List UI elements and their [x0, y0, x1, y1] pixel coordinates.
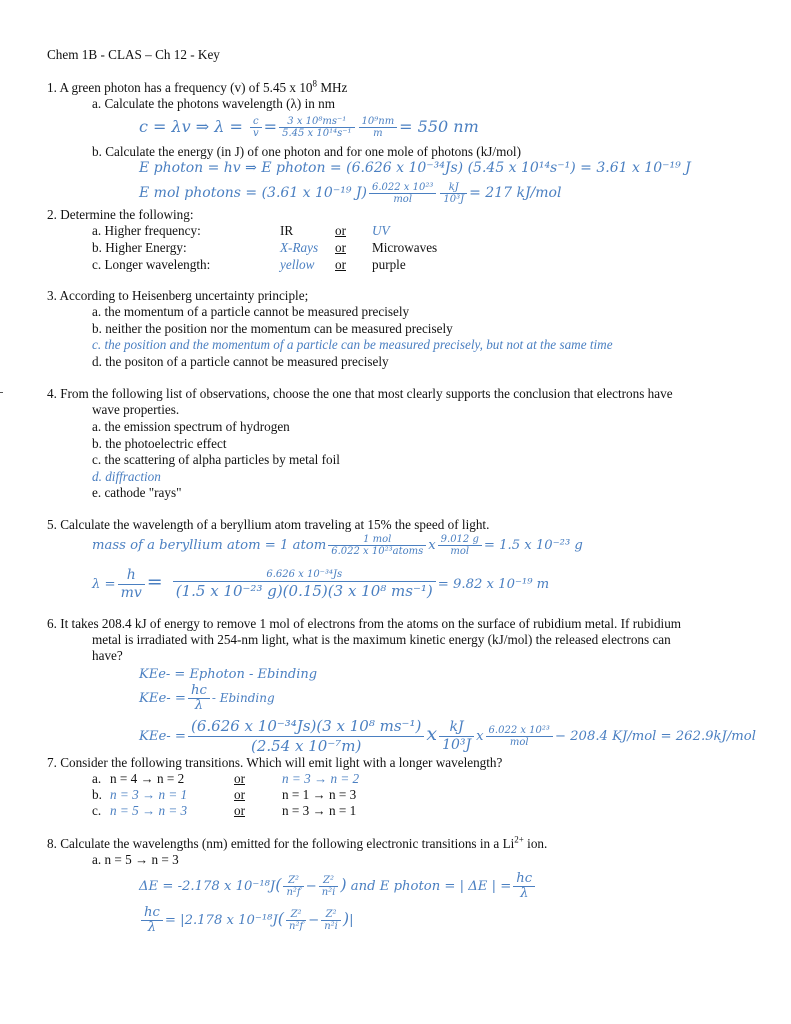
q6-equation-2: KEe- = $\frac{hc}{\lambda}$ - Ebinding: [139, 683, 275, 713]
q2-option-left: IR: [280, 223, 294, 238]
fraction: $\frac{\text{10⁹nm}}{m}$: [359, 116, 398, 139]
q2-or: or: [335, 240, 346, 255]
q6-equation-1: KEe- = Ephoton - Ebinding: [139, 667, 318, 682]
q8a-equation-1: ΔE = -2.178 x 10⁻¹⁸J( $\frac{\text{Z²}}{\text{n²f}}$ − $\frac{\text{Z²}}{\text{n²i}}$ ) and E photon = | ΔE | = $\frac{hc}{\lambda}$: [139, 868, 537, 904]
q2-option-right: purple: [372, 257, 406, 272]
fraction: $\frac{kJ}{\text{10³J}}$: [439, 719, 474, 754]
fraction: $\frac{h}{mv}$: [118, 567, 145, 602]
q7-option-right: n = 3 → n = 2: [282, 771, 360, 786]
fraction: $\frac{kJ}{\text{10³J}}$: [440, 182, 467, 205]
q2-row-label: c. Longer wavelength:: [92, 257, 211, 272]
q7-option-right: n = 3 → n = 1: [282, 803, 357, 818]
q3-option: b. neither the position nor the momentum can be measured precisely: [92, 320, 453, 336]
q4-option: b. the photoelectric effect: [92, 435, 227, 451]
fraction: $\frac{\text{6.626 x 10⁻³⁴Js}}{\text{(1.5 x 10⁻²³ g)(0.15)(3 x 10⁸ ms⁻¹)}}$: [173, 569, 436, 601]
q4-option: c. the scattering of alpha particles by metal foil: [92, 452, 340, 467]
q7-option-right: n = 1 → n = 3: [282, 787, 357, 802]
document-header: Chem 1B - CLAS – Ch 12 - Key: [47, 47, 220, 62]
q7-stem: 7. Consider the following transitions. Which will emit light with a longer wavelength?: [47, 755, 503, 770]
q7-or: or: [234, 787, 245, 802]
q2-row-label: a. Higher frequency:: [92, 223, 201, 238]
q8a-prompt: a. n = 5 → n = 3: [92, 852, 179, 867]
q2-option-left: yellow: [280, 257, 315, 272]
margin-mark: [0, 392, 3, 393]
q7-row-label: a.: [92, 771, 102, 786]
q6-equation-3: KEe- = $\frac{\text{(6.626 x 10⁻³⁴Js)(3 x 10⁸ ms⁻¹)}}{\text{(2.54 x 10⁻⁷m)}}$ x $\frac{kJ}{\text{10³J}}$ x $\frac{\text{6.022 x 10²³}}{\text{mol}}$ − 208.4 KJ/mol = 262.9kJ/mol: [139, 717, 756, 755]
q1a-prompt: a. Calculate the photons wavelength (λ) in nm: [92, 96, 335, 111]
q4-option: d. diffraction: [92, 468, 161, 484]
q3-option: a. the momentum of a particle cannot be measured precisely: [92, 304, 410, 319]
q1a-equation: c = λv ⇒ λ = $\frac{c}{v}$ = $\frac{\text{3 x 10⁸ms⁻¹}}{\text{5.45 x 10¹⁴s⁻¹}}$ $\frac{\text{10⁹nm}}{m}$ = 550 nm: [139, 116, 479, 139]
fraction: $\frac{\text{Z²}}{\text{n²i}}$: [321, 909, 341, 932]
fraction: $\frac{hc}{\lambda}$: [513, 872, 535, 901]
q7-option-left: n = 5 → n = 3: [110, 803, 188, 818]
fraction: $\frac{9.012 g}{\text{mol}}$: [438, 534, 482, 557]
q7-row-label: c.: [92, 803, 102, 818]
q3-option: c. the position and the momentum of a particle can be measured precisely, but not at the same time: [92, 337, 613, 352]
q1b-equation-1: E photon = hv ⇒ E photon = (6.626 x 10⁻³⁴Js) (5.45 x 10¹⁴s⁻¹) = 3.61 x 10⁻¹⁹ J: [139, 160, 691, 176]
q2-or: or: [335, 257, 346, 272]
fraction: $\frac{\text{6.022 x 10²³}}{\text{mol}}$: [486, 725, 553, 748]
q2-stem: 2. Determine the following:: [47, 207, 194, 222]
q2-row-label: b. Higher Energy:: [92, 240, 187, 255]
fraction: $\frac{\text{Z²}}{\text{n²f}}$: [286, 909, 306, 932]
fraction: $\frac{hc}{\lambda}$: [188, 684, 210, 713]
q3-option: d. the positon of a particle cannot be measured precisely: [92, 353, 389, 369]
q4-option: a. the emission spectrum of hydrogen: [92, 419, 290, 434]
q1-stem: 1. A green photon has a frequency (v) of 5.45 x $10^8$ MHz: [47, 78, 348, 95]
q8a-equation-2: $\frac{hc}{\lambda}$ = |2.178 x 10⁻¹⁸J( $\frac{\text{Z²}}{\text{n²f}}$ − $\frac{\text{Z²}}{\text{n²i}}$ )|: [139, 902, 354, 938]
q1b-prompt: b. Calculate the energy (in J) of one photon and for one mole of photons (kJ/mol): [92, 144, 521, 159]
fraction: $\frac{\text{3 x 10⁸ms⁻¹}}{\text{5.45 x 10¹⁴s⁻¹}}$: [279, 116, 354, 139]
q7-or: or: [234, 771, 245, 786]
q2-option-right: Microwaves: [372, 240, 438, 255]
q2-option-right: UV: [372, 223, 390, 238]
fraction: $\frac{\text{1 mol}}{\text{6.022 x 10²³atoms}}$: [328, 534, 426, 557]
q5-mass-equation: mass of a beryllium atom = 1 atom $\frac{\text{1 mol}}{\text{6.022 x 10²³atoms}}$ x $\frac{9.012 g}{\text{mol}}$ = 1.5 x 10⁻²³ g: [92, 534, 583, 557]
q5-stem: 5. Calculate the wavelength of a beryllium atom traveling at 15% the speed of light.: [47, 517, 490, 532]
q3-stem: 3. According to Heisenberg uncertainty principle;: [47, 288, 309, 303]
fraction: $\frac{\text{Z²}}{\text{n²f}}$: [283, 875, 303, 898]
q4-option: e. cathode "rays": [92, 485, 182, 500]
q6-stem-line-2: metal is irradiated with 254-nm light, what is the maximum kinetic energy (kJ/mol) the released electrons can: [92, 632, 671, 647]
q8-stem: 8. Calculate the wavelengths (nm) emitted for the following electronic transitions in a $Li^{2+}$ ion.: [47, 834, 548, 851]
q2-option-left: X-Rays: [280, 240, 319, 255]
q1b-equation-2: E mol photons = (3.61 x 10⁻¹⁹ J) $\frac{\text{6.022 x 10²³}}{\text{mol}}$ $\frac{kJ}{\text{10³J}}$ = 217 kJ/mol: [139, 181, 562, 205]
q7-row-label: b.: [92, 787, 102, 802]
q7-option-left: n = 3 → n = 1: [110, 787, 188, 802]
q4-stem-line-2: wave properties.: [92, 402, 180, 417]
fraction: $\frac{c}{v}$: [250, 116, 262, 139]
fraction: $\frac{hc}{\lambda}$: [141, 906, 163, 935]
fraction: $\frac{\text{Z²}}{\text{n²i}}$: [319, 875, 339, 898]
fraction: $\frac{\text{(6.626 x 10⁻³⁴Js)(3 x 10⁸ ms⁻¹)}}{\text{(2.54 x 10⁻⁷m)}}$: [188, 717, 424, 756]
q4-stem-line-1: 4. From the following list of observations, choose the one that most clearly supports the conclusion that electrons have: [47, 386, 673, 401]
fraction: $\frac{\text{6.022 x 10²³}}{\text{mol}}$: [369, 182, 436, 205]
q5-wavelength-equation: λ = $\frac{h}{mv}$ = $\frac{\text{6.626 x 10⁻³⁴Js}}{\text{(1.5 x 10⁻²³ g)(0.15)(3 x 10⁸ ms⁻¹)}}$ = 9.82 x 10⁻¹⁹ m: [92, 567, 550, 601]
q7-or: or: [234, 803, 245, 818]
q6-stem-line-3: have?: [92, 648, 123, 663]
q2-or: or: [335, 223, 346, 238]
q6-stem-line-1: 6. It takes 208.4 kJ of energy to remove 1 mol of electrons from the atoms on the surface of rubidium metal. If rubidium: [47, 616, 682, 631]
q7-option-left: n = 4 → n = 2: [110, 771, 185, 786]
